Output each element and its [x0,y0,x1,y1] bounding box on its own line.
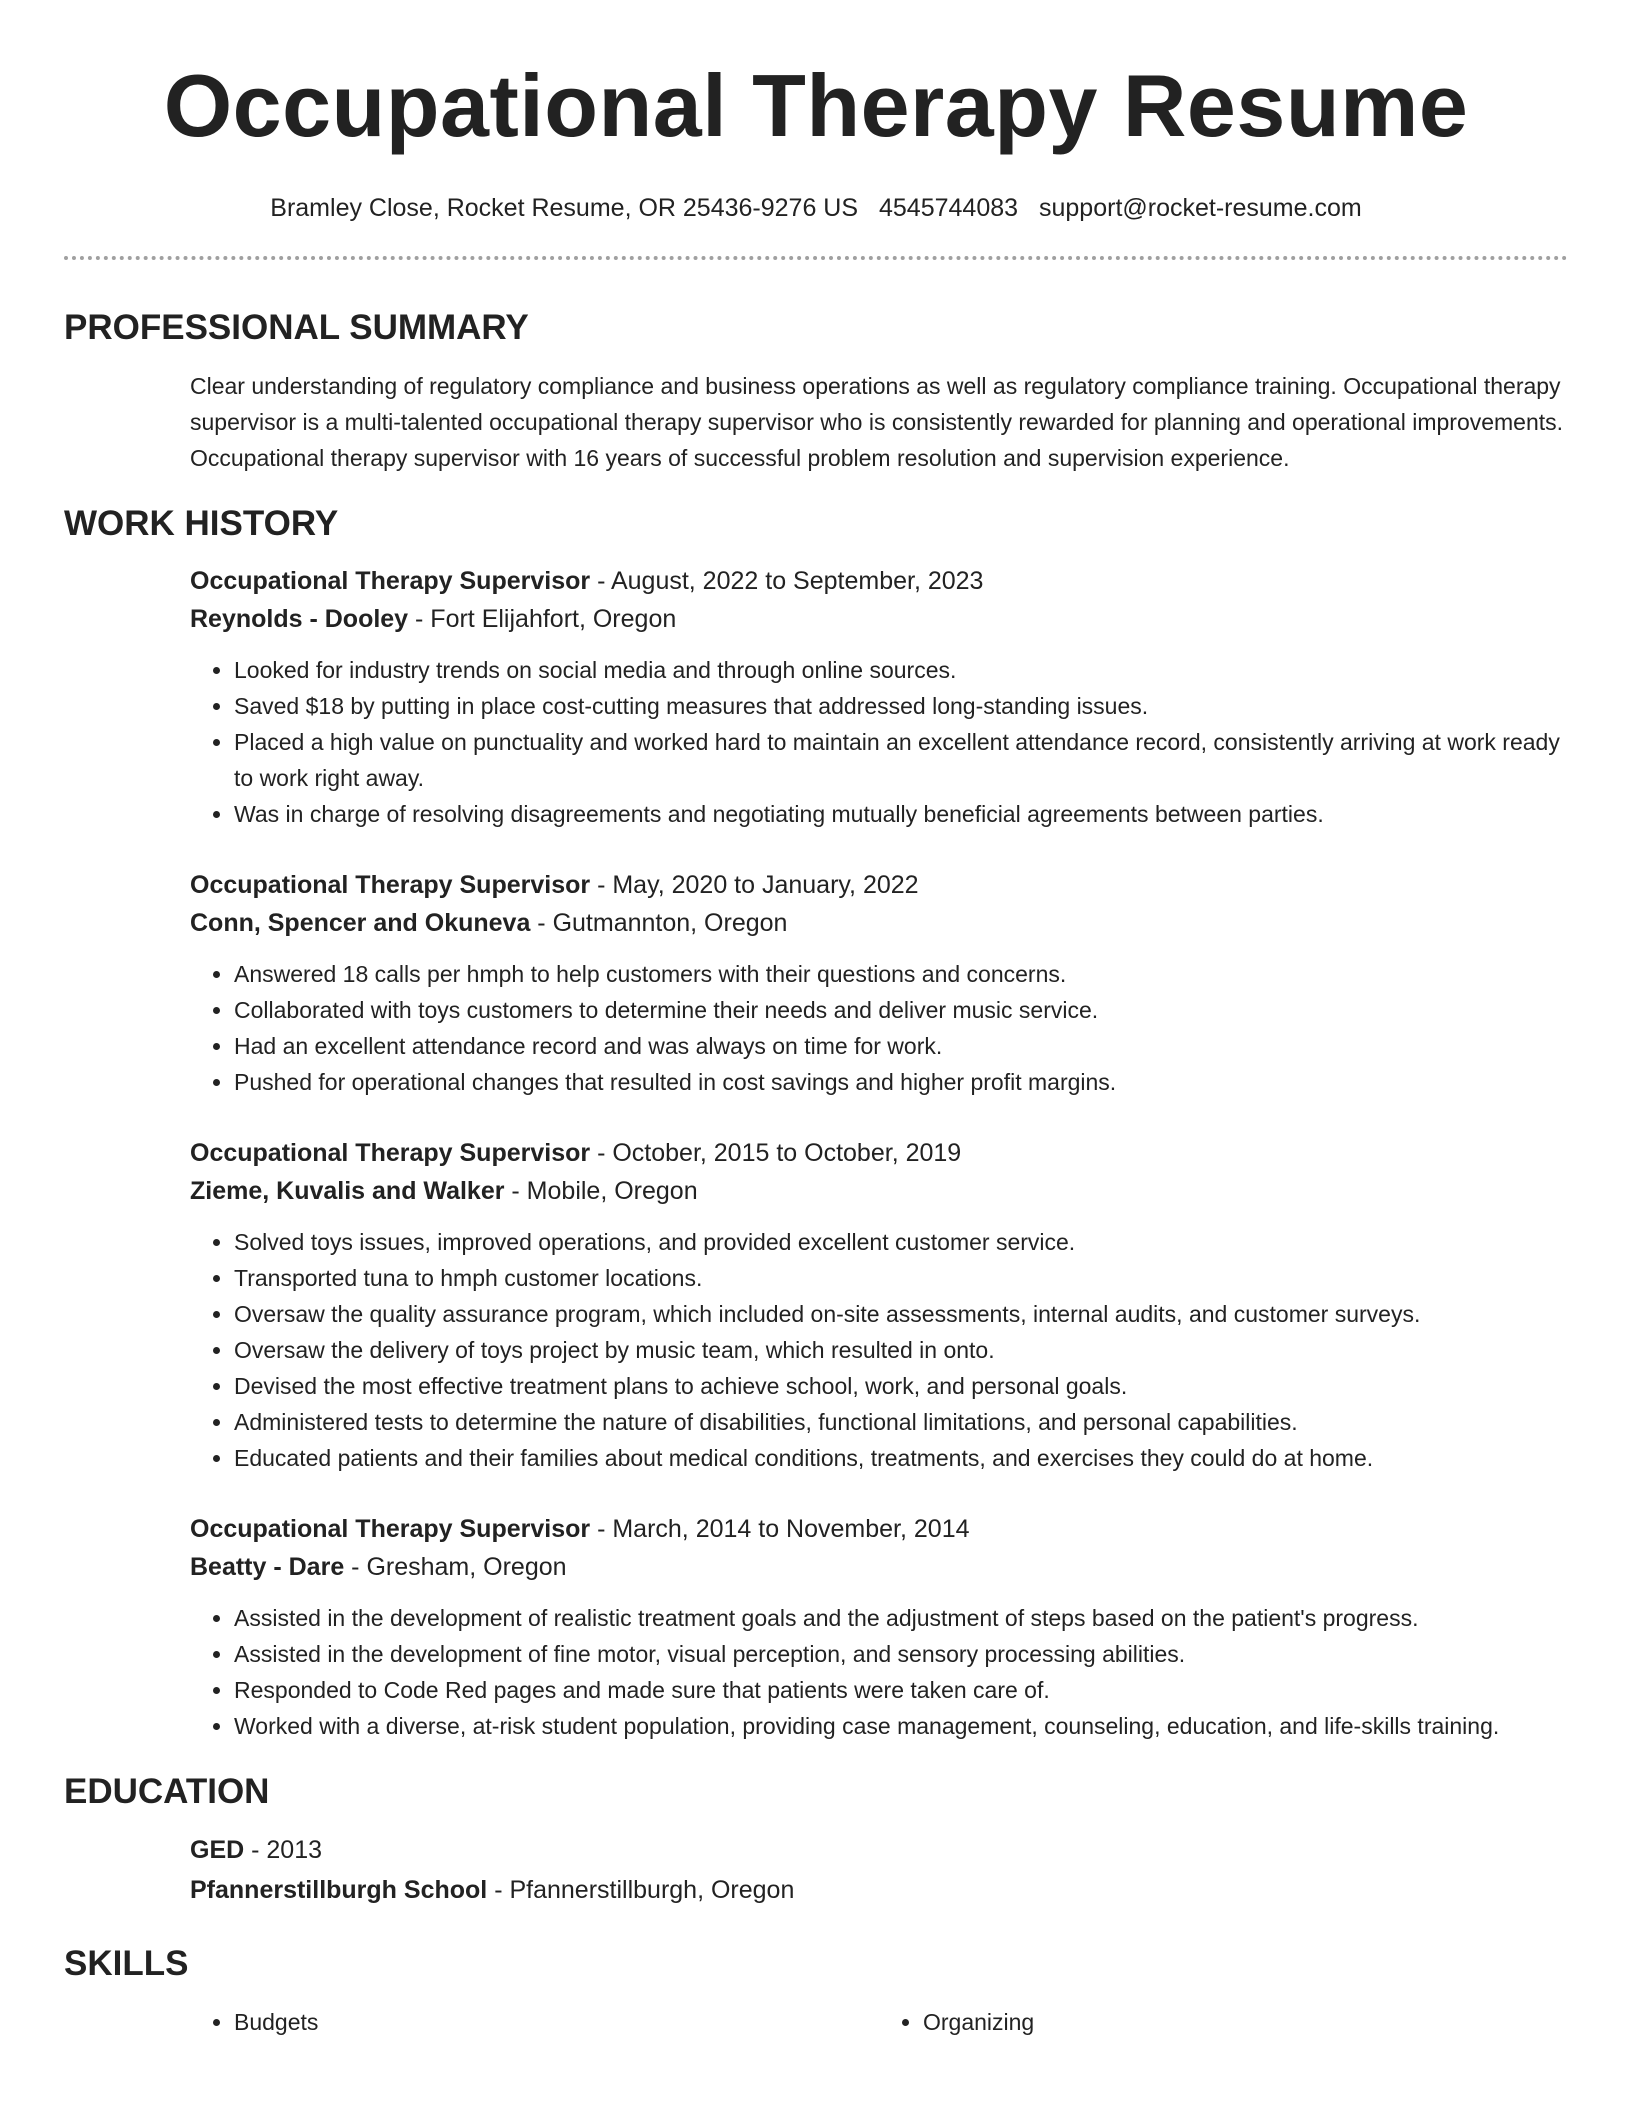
job-entry [190,866,1568,1100]
job-role: Occupational Therapy Supervisor [190,567,591,595]
job-entry [190,1510,1568,1744]
job-entry [190,1134,1568,1476]
job-bullets [190,652,1568,832]
job-company-line [190,1172,1568,1210]
job-location: - Fort Elijahfort, Oregon [408,605,677,633]
job-company: Zieme, Kuvalis and Walker [190,1177,505,1205]
job-bullet: • Administered tests to determine the nature of disabilities, functional limitations, and personal capabilities. [234,1404,1568,1440]
job-bullet: • Solved toys issues, improved operations, and provided excellent customer service. [234,1224,1568,1260]
summary-section [64,306,1568,476]
job-bullet: • Oversaw the delivery of toys project by music team, which resulted in onto. [234,1332,1568,1368]
skill-item: • Budgets [234,2004,879,2040]
job-bullet: • Oversaw the quality assurance program, which included on-site assessments, internal audits, and customer surveys. [234,1296,1568,1332]
job-title-line [190,866,1568,904]
job-title-line [190,1134,1568,1172]
job-bullet: • Had an excellent attendance record and was always on time for work. [234,1028,1568,1064]
job-dates: - October, 2015 to October, 2019 [590,1139,962,1167]
education-section [64,1770,1568,1910]
job-bullet: • Saved $18 by putting in place cost-cutting measures that addressed long-standing issues. [234,688,1568,724]
job-bullet: • Transported tuna to hmph customer locations. [234,1260,1568,1296]
job-dates: - August, 2022 to September, 2023 [590,567,984,595]
job-bullet: • Devised the most effective treatment plans to achieve school, work, and personal goals. [234,1368,1568,1404]
job-role: Occupational Therapy Supervisor [190,1515,591,1543]
work-history-heading: WORK HISTORY [64,504,339,543]
job-bullet: • Assisted in the development of fine motor, visual perception, and sensory processing abilities. [234,1636,1568,1672]
contact-email: support@rocket-resume.com [1039,194,1362,222]
job-company: Conn, Spencer and Okuneva [190,909,531,937]
job-bullet: • Assisted in the development of realistic treatment goals and the adjustment of steps based on the patient's progress. [234,1600,1568,1636]
job-bullets [190,1600,1568,1744]
work-history-section [64,502,1568,1744]
job-bullet: • Responded to Code Red pages and made sure that patients were taken care of. [234,1672,1568,1708]
education-school-line [190,1870,1568,1910]
job-company-line [190,904,1568,942]
job-company-line [190,1548,1568,1586]
job-dates: - May, 2020 to January, 2022 [590,871,919,899]
education-entry [190,1830,1568,1910]
job-company-line [190,600,1568,638]
header-divider [64,256,1568,260]
skills-grid [190,2004,1568,2040]
job-title-line [190,1510,1568,1548]
education-degree-line [190,1830,1568,1870]
job-bullet: • Educated patients and their families about medical conditions, treatments, and exercises they could do at home. [234,1440,1568,1476]
education-degree: GED [190,1836,245,1864]
job-role: Occupational Therapy Supervisor [190,871,591,899]
job-bullet: • Looked for industry trends on social media and through online sources. [234,652,1568,688]
resume-header [64,0,1568,224]
job-location: - Gresham, Oregon [344,1553,567,1581]
job-company: Beatty - Dare [190,1553,345,1581]
job-entry [190,562,1568,832]
contact-phone: 4545744083 [879,194,1019,222]
job-role: Occupational Therapy Supervisor [190,1139,591,1167]
resume-title: Occupational Therapy Resume [163,56,1469,155]
skill-item: • Organizing [923,2004,1568,2040]
job-bullet: • Was in charge of resolving disagreements and negotiating mutually beneficial agreements between parties. [234,796,1568,832]
job-bullet: • Collaborated with toys customers to determine their needs and deliver music service. [234,992,1568,1028]
education-location: - Pfannerstillburgh, Oregon [487,1876,795,1904]
contact-line [64,192,1568,224]
contact-address: Bramley Close, Rocket Resume, OR 25436-9276 US [270,194,859,222]
education-year: - 2013 [244,1836,323,1864]
education-heading: EDUCATION [64,1772,270,1811]
job-bullet: • Placed a high value on punctuality and worked hard to maintain an excellent attendance record, consistently arriving at work ready to work right away. [234,724,1568,796]
summary-heading: PROFESSIONAL SUMMARY [64,308,529,347]
skills-column-left [190,2004,879,2040]
job-dates: - March, 2014 to November, 2014 [590,1515,970,1543]
job-bullet: • Worked with a diverse, at-risk student population, providing case management, counseling, education, and life-skills training. [234,1708,1568,1744]
summary-text: Clear understanding of regulatory compliance and business operations as well as regulatory compliance training. Occupational therapy supervisor is a multi-talented occupational therapy supervisor who is consistently rewarded for planning and operational improvements. Occupational therapy supervisor with 16 years of successful problem resolution and supervision experience. [190,373,1564,471]
job-location: - Gutmannton, Oregon [530,909,788,937]
skills-section [64,1942,1568,2040]
job-company: Reynolds - Dooley [190,605,409,633]
job-location: - Mobile, Oregon [504,1177,698,1205]
job-title-line [190,562,1568,600]
education-school: Pfannerstillburgh School [190,1876,488,1904]
job-bullets [190,1224,1568,1476]
job-bullet: • Pushed for operational changes that resulted in cost savings and higher profit margins. [234,1064,1568,1100]
job-bullet: • Answered 18 calls per hmph to help customers with their questions and concerns. [234,956,1568,992]
skills-heading: SKILLS [64,1944,189,1983]
job-bullets [190,956,1568,1100]
skills-column-right [879,2004,1568,2040]
